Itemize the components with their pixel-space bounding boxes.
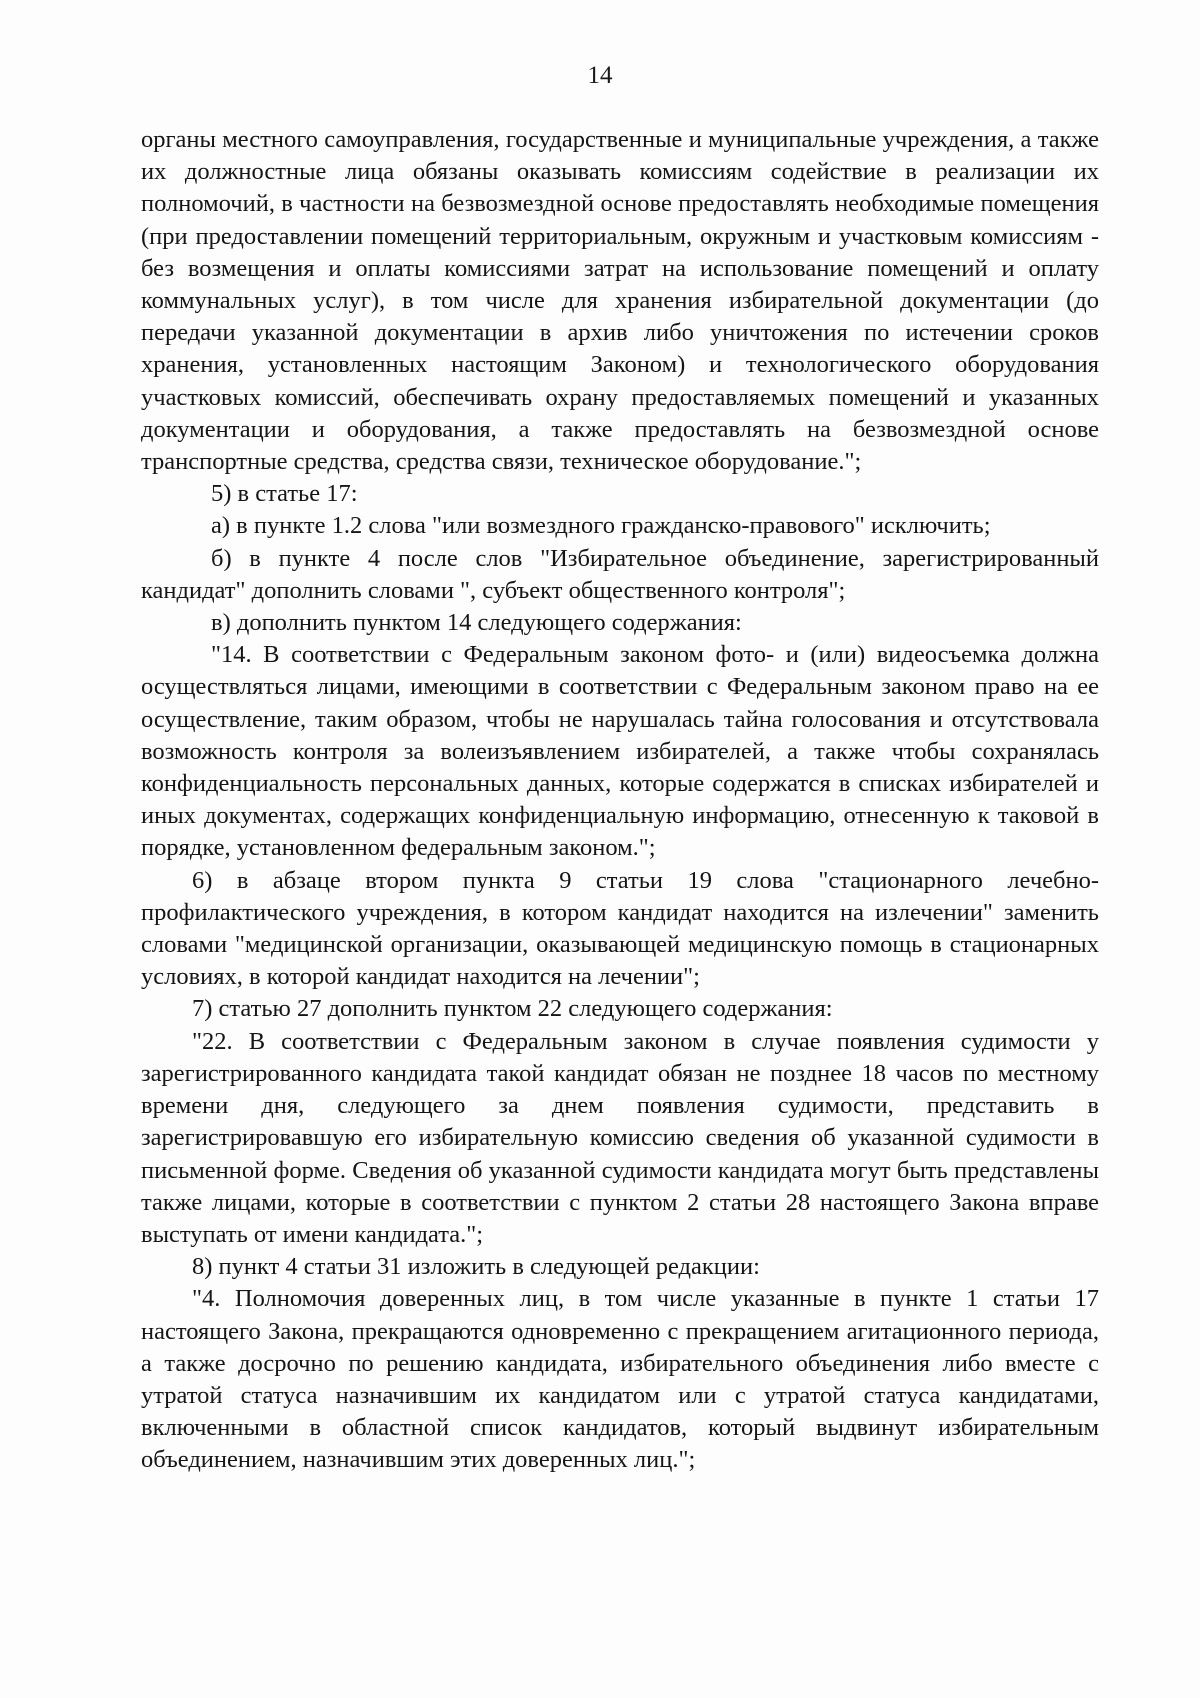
paragraph: "14. В соответствии с Федеральным законом фото- и (или) видеосъемка должна осуществляться лицами, имеющими в соответствии с Федеральным законом право на ее осуществление, таким образом, чтобы не нарушалась тайна голосования и отсутствовала возможность контроля за волеизъявлением избирателей, а также чтобы сохранялась конфиденциальность персональных данных, которые содержатся в списках избирателей и иных документах, содержащих конфиденциальную информацию, отнесенную к таковой в порядке, установленном федеральным законом."; xyxy=(141,641,1099,862)
paragraph: а) в пункте 1.2 слова "или возмездного гражданско-правового" исключить; xyxy=(211,512,991,540)
paragraph: "4. Полномочия доверенных лиц, в том числе указанные в пункте 1 статьи 17 настоящего Закона, прекращаются одновременно с прекращением агитационного периода, а также досрочно по решению кандидата, избирательного объединения либо вместе с утратой статуса назначившим их кандидатом или с утратой статуса кандидатами, включенными в областной список кандидатов, который выдвинут избирательным объединением, назначившим этих доверенных лиц."; xyxy=(141,1285,1099,1474)
paragraph: "22. В соответствии с Федеральным законом в случае появления судимости у зарегистрированного кандидата такой кандидат обязан не позднее 18 часов по местному времени дня, следующего за днем появления судимости, представить в зарегистрировавшую его избирательную комиссию сведения об указанной судимости в письменной форме. Сведения об указанной судимости кандидата могут быть представлены также лицами, которые в соответствии с пунктом 2 статьи 28 настоящего Закона вправе выступать от имени кандидата."; xyxy=(141,1027,1099,1248)
paragraph: б) в пункте 4 после слов "Избирательное объединение, зарегистрированный кандидат" дополнить словами ", субъект общественного контроля"; xyxy=(141,544,1099,604)
paragraph: органы местного самоуправления, государственные и муниципальные учреждения, а также их должностные лица обязаны оказывать комиссиям содействие в реализации их полномочий, в частности на безвозмездной основе предоставлять необходимые помещения (при предоставлении помещений территориальным, окружным и участковым комиссиям - без возмещения и оплаты комиссиями затрат на использование помещений и оплату коммунальных услуг), в том числе для хранения избирательной документации (до передачи указанной документации в архив либо уничтожения по истечении сроков хранения, установленных настоящим Законом) и технологического оборудования участковых комиссий, обеспечивать охрану предоставляемых помещений и указанных документации и оборудования, а также предоставлять на безвозмездной основе транспортные средства, средства связи, техническое оборудование."; xyxy=(141,126,1099,476)
paragraph: 8) пункт 4 статьи 31 изложить в следующей редакции: xyxy=(192,1253,760,1281)
paragraph: 6) в абзаце втором пункта 9 статьи 19 слова "стационарного лечебно-профилактического учреждения, в котором кандидат находится на излечении" заменить словами "медицинской организации, оказывающей медицинскую помощь в стационарных условиях, в которой кандидат находится на лечении"; xyxy=(141,866,1099,991)
paragraph: 7) статью 27 дополнить пунктом 22 следующего содержания: xyxy=(192,995,833,1023)
paragraph: 5) в статье 17: xyxy=(211,480,358,508)
document-body xyxy=(141,124,1099,1477)
page-number: 14 xyxy=(587,62,613,89)
paragraph: в) дополнить пунктом 14 следующего содержания: xyxy=(211,609,742,637)
